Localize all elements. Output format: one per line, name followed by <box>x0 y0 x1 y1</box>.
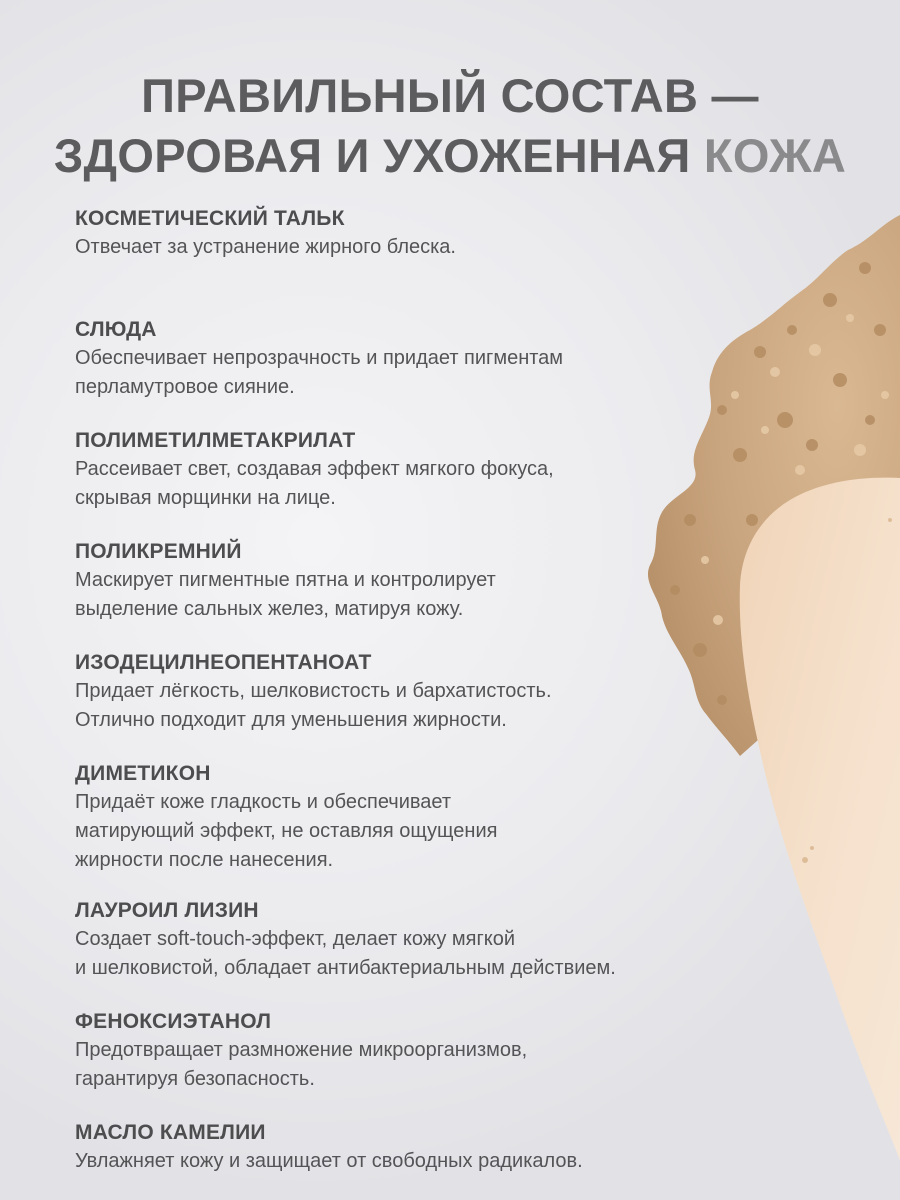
ingredient-name: ПОЛИМЕТИЛМЕТАКРИЛАТ <box>75 429 356 452</box>
headline-line-1: ПРАВИЛЬНЫЙ СОСТАВ — <box>141 69 759 122</box>
ingredients-list <box>75 205 715 1200</box>
ingredient-item <box>75 1119 715 1200</box>
ingredient-description: Маскирует пигментные пятна и контролирует выделение сальных желез, матируя кожу. <box>75 569 496 620</box>
ingredient-description: Рассеивает свет, создавая эффект мягкого фокуса, скрывая морщинки на лице. <box>75 458 554 509</box>
headline <box>0 66 900 186</box>
ingredient-item <box>75 897 715 1008</box>
ingredient-name: ДИМЕТИКОН <box>75 762 211 785</box>
ingredient-item <box>75 427 715 538</box>
ingredient-name: ИЗОДЕЦИЛНЕОПЕНТАНОАТ <box>75 651 372 674</box>
ingredient-name: МАСЛО КАМЕЛИИ <box>75 1121 266 1144</box>
ingredient-description: Создает soft-touch-эффект, делает кожу мягкой и шелковистой, обладает антибактериальным действием. <box>75 928 616 979</box>
ingredient-name: ЛАУРОИЛ ЛИЗИН <box>75 899 259 922</box>
ingredient-item <box>75 538 715 649</box>
ingredient-description: Придает лёгкость, шелковистость и бархатистость. Отлично подходит для уменьшения жирности. <box>75 680 552 731</box>
ingredient-name: КОСМЕТИЧЕСКИЙ ТАЛЬК <box>75 207 345 230</box>
headline-accent-word: КОЖА <box>703 129 847 182</box>
ingredient-description: Отвечает за устранение жирного блеска. <box>75 236 456 258</box>
ingredient-name: СЛЮДА <box>75 318 157 341</box>
ingredient-item <box>75 316 715 427</box>
ingredient-description: Придаёт коже гладкость и обеспечивает матирующий эффект, не оставляя ощущения жирности после нанесения. <box>75 791 498 871</box>
ingredient-name: ПОЛИКРЕМНИЙ <box>75 540 242 563</box>
ingredient-description: Обеспечивает непрозрачность и придает пигментам перламутровое сияние. <box>75 347 564 398</box>
headline-line-2-text: ЗДОРОВАЯ И УХОЖЕННАЯ <box>53 129 704 182</box>
ingredient-item <box>75 760 715 897</box>
ingredient-item <box>75 649 715 760</box>
ingredient-item <box>75 205 715 316</box>
headline-line-2 <box>0 126 900 186</box>
ingredient-description: Предотвращает размножение микроорганизмов, гарантируя безопасность. <box>75 1039 528 1090</box>
ingredient-name: ФЕНОКСИЭТАНОЛ <box>75 1010 272 1033</box>
ingredient-item <box>75 1008 715 1119</box>
ingredient-description: Увлажняет кожу и защищает от свободных радикалов. <box>75 1150 583 1172</box>
